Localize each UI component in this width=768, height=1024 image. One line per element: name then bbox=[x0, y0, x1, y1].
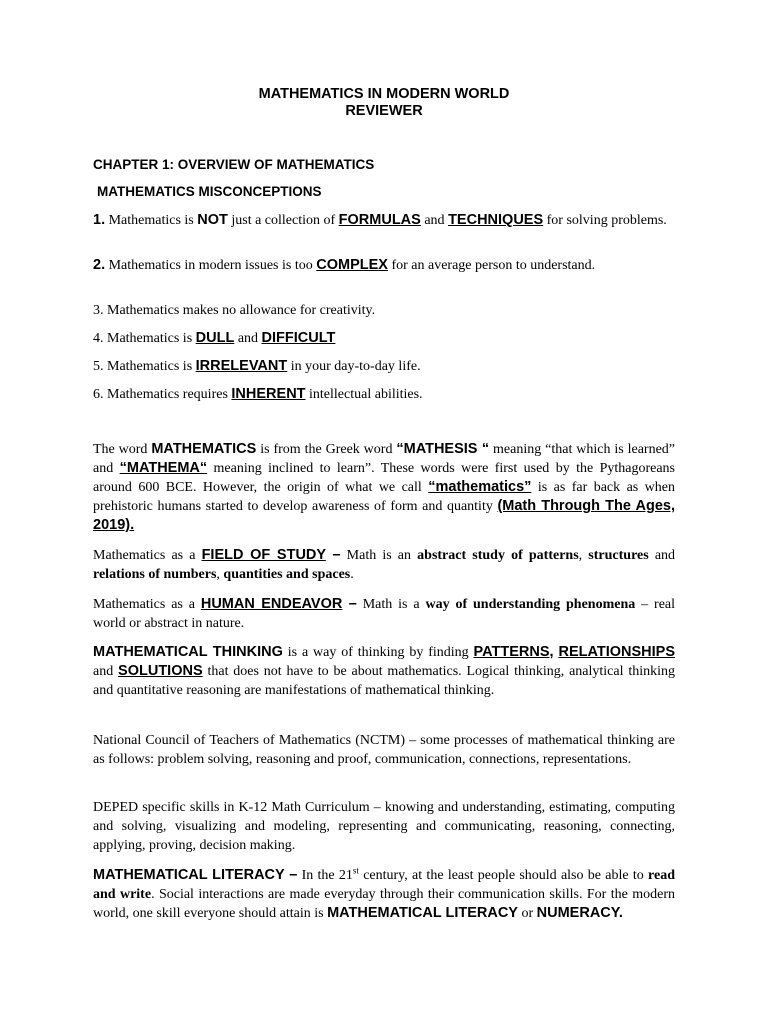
keyword-underlined: FIELD OF STUDY bbox=[201, 547, 326, 563]
para-text: that does not have to be about mathematics. Logical thinking, analytical thinking and quantitative reasoning are manifestations of mathematical thinking. bbox=[93, 664, 675, 698]
para-text: or bbox=[517, 906, 537, 921]
keyword-underlined: DULL bbox=[195, 330, 235, 346]
para-text: is from the Greek word bbox=[256, 442, 397, 457]
dash: – bbox=[342, 596, 357, 612]
misconception-item-3: 3. Mathematics makes no allowance for creativity. bbox=[93, 303, 376, 318]
para-text: Math is a bbox=[356, 597, 426, 612]
keyword: NOT bbox=[197, 212, 228, 228]
keyword-underlined: INHERENT bbox=[231, 386, 306, 402]
item-number: 2. bbox=[93, 257, 106, 273]
para-text: and bbox=[648, 548, 676, 563]
deped-paragraph: DEPED specific skills in K-12 Math Curriculum – knowing and understanding, estimating, computing and solving, visualizing and modeling, representing and communicating, reasoning, connecting, applying, proving, decision making. bbox=[93, 800, 675, 853]
field-of-study-paragraph bbox=[93, 546, 675, 584]
para-text: century, at the least people should also be able to bbox=[358, 868, 649, 883]
keyword-underlined: COMPLEX bbox=[316, 257, 388, 273]
keyword: “MATHESIS “ bbox=[396, 441, 490, 457]
item-number: 1. bbox=[93, 212, 106, 228]
item-text: and bbox=[420, 213, 449, 228]
keyword-underlined: RELATIONSHIPS bbox=[558, 644, 676, 660]
para-text: and bbox=[93, 664, 119, 679]
nctm-paragraph: National Council of Teachers of Mathematics (NCTM) – some processes of mathematical thinking are as follows: problem solving, reasoning and proof, communication, connections, representations. bbox=[93, 733, 675, 767]
keyword: NUMERACY. bbox=[536, 905, 623, 921]
bold-text: way of understanding phenomena bbox=[425, 597, 636, 612]
dash: – bbox=[325, 547, 341, 563]
keyword: MATHEMATICS bbox=[151, 441, 257, 457]
superscript: st bbox=[352, 865, 359, 876]
para-text: is a way of thinking by finding bbox=[282, 645, 474, 660]
item-text: Mathematics is bbox=[105, 213, 198, 228]
item-text: just a collection of bbox=[227, 213, 339, 228]
para-text: is as far back as when prehistoric humans started to develop awareness of form and quantity bbox=[93, 480, 675, 514]
para-text: . bbox=[350, 567, 354, 582]
para-text: , bbox=[216, 567, 224, 582]
item-text: in your day-to-day life. bbox=[287, 359, 421, 374]
origin-paragraph bbox=[93, 440, 675, 535]
bold-text: quantities and spaces bbox=[223, 567, 351, 582]
misconception-item-1 bbox=[93, 211, 676, 230]
keyword-underlined: SOLUTIONS bbox=[118, 663, 203, 679]
keyword: MATHEMATICAL LITERACY bbox=[327, 905, 518, 921]
item-text: for an average person to understand. bbox=[387, 258, 596, 273]
title-line-1: MATHEMATICS IN MODERN WORLD bbox=[258, 86, 510, 102]
document-title bbox=[0, 86, 768, 120]
human-endeavor-paragraph bbox=[93, 595, 675, 633]
keyword-underlined: HUMAN ENDEAVOR bbox=[200, 596, 343, 612]
para-text: Mathematics as a bbox=[93, 597, 201, 612]
title-line-2: REVIEWER bbox=[345, 103, 423, 119]
bold-text: relations of numbers bbox=[93, 567, 217, 582]
para-text: – real world or abstract in nature. bbox=[93, 597, 676, 631]
keyword-underlined: TECHNIQUES bbox=[448, 212, 544, 228]
para-text: Math is an bbox=[340, 548, 418, 563]
item-text: intellectual abilities. bbox=[305, 387, 423, 402]
keyword: MATHEMATICAL LITERACY – bbox=[93, 867, 298, 883]
keyword: MATHEMATICAL THINKING bbox=[93, 644, 283, 660]
para-text: In the 21 bbox=[297, 868, 353, 883]
para-text: meaning “that which is learned” and bbox=[93, 442, 676, 476]
mathematical-thinking-paragraph bbox=[93, 643, 675, 700]
bold-text: structures bbox=[588, 548, 649, 563]
item-text: 5. Mathematics is bbox=[93, 359, 196, 374]
item-text: Mathematics in modern issues is too bbox=[105, 258, 317, 273]
chapter-heading: CHAPTER 1: OVERVIEW OF MATHEMATICS bbox=[93, 157, 375, 172]
misconception-item-4 bbox=[93, 329, 676, 348]
section-heading: MATHEMATICS MISCONCEPTIONS bbox=[97, 184, 322, 199]
misconception-item-6 bbox=[93, 385, 676, 404]
misconception-item-2 bbox=[93, 256, 676, 275]
para-text: meaning inclined to learn”. These words were first used by the Pythagoreans around 600 BCE. However, the origin of what we call bbox=[93, 461, 675, 495]
keyword-underlined: “mathematics” bbox=[428, 479, 532, 495]
keyword-underlined: DIFFICULT bbox=[261, 330, 336, 346]
bold-text: read and write bbox=[93, 868, 676, 902]
para-text: , bbox=[578, 548, 589, 563]
citation: (Math Through The Ages, 2019). bbox=[93, 498, 675, 533]
para-text: Mathematics as a bbox=[93, 548, 202, 563]
item-text: and bbox=[234, 331, 262, 346]
mathematical-literacy-paragraph bbox=[93, 866, 675, 923]
para-text: . Social interactions are made everyday through their communication skills. For the modern world, one skill everyone should attain is bbox=[93, 887, 675, 921]
item-text: 4. Mathematics is bbox=[93, 331, 196, 346]
bold-text: abstract study of patterns bbox=[417, 548, 579, 563]
keyword-underlined: FORMULAS bbox=[338, 212, 421, 228]
para-text: The word bbox=[93, 442, 152, 457]
keyword-underlined: PATTERNS, bbox=[473, 644, 554, 660]
keyword-underlined: “MATHEMA“ bbox=[119, 460, 208, 476]
item-text: 6. Mathematics requires bbox=[93, 387, 232, 402]
misconception-item-5 bbox=[93, 357, 676, 376]
item-text: for solving problems. bbox=[543, 213, 667, 228]
keyword-underlined: IRRELEVANT bbox=[195, 358, 288, 374]
